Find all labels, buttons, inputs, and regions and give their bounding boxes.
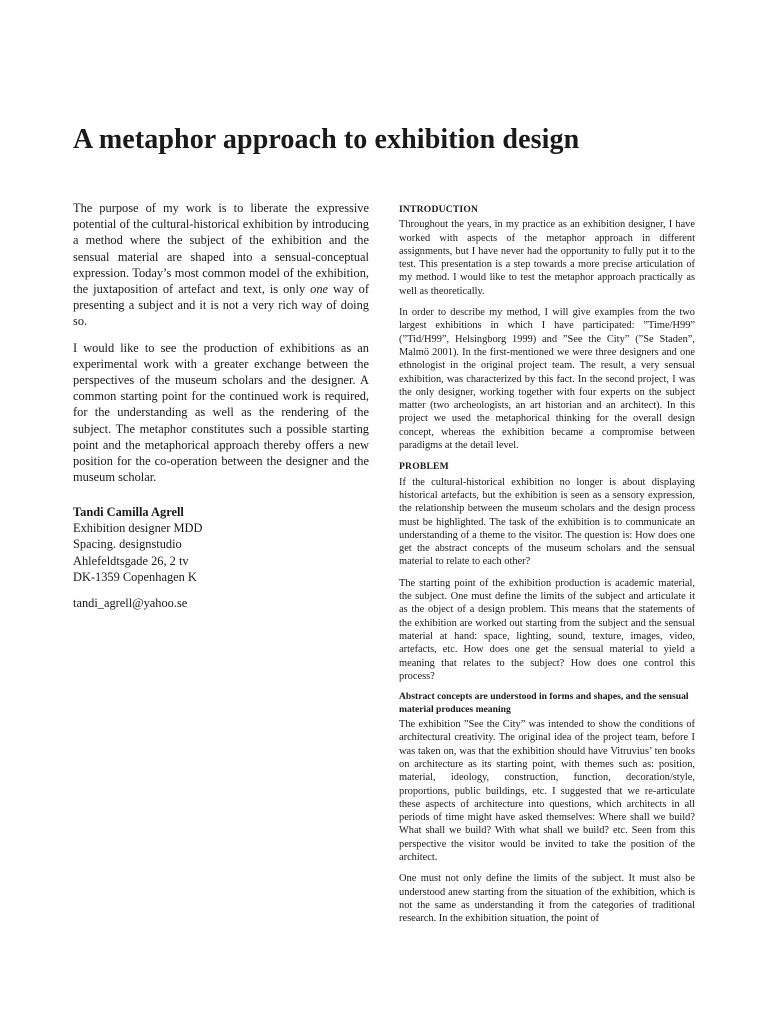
problem-paragraph-1: If the cultural-historical exhibition no longer is about displaying historical artefacts, but the exhibition is seen as a sensory expression, the relationship between the museum scholars and the design process must be highlighted. The task of the exhibition is to communicate an understanding of a theme to the visitor. The question is: How does one get the abstract concepts of the museum scholars and the sensual material to relate to each other? — [399, 476, 695, 568]
author-city: DK-1359 Copenhagen K — [73, 569, 197, 584]
abstract-text-b: way of presenting a subject and it is not a very rich way of doing so. — [73, 282, 369, 329]
page-title: A metaphor approach to exhibition design — [73, 124, 580, 155]
body-column — [399, 203, 695, 934]
author-company: Spacing. designstudio — [73, 537, 182, 552]
section-heading-problem: PROBLEM — [399, 461, 449, 473]
author-block — [73, 504, 369, 611]
author-email[interactable]: tandi_agrell@yahoo.se — [73, 596, 188, 611]
abstract-text-a: The purpose of my work is to liberate the expressive potential of the cultural-historical exhibition by introducing a method where the subject of the exhibition and the sensual material are shaped into a sensual-conceptual expression. Today’s most common model of the exhibition, the juxtaposition of artefact and text, is only — [73, 201, 369, 297]
abstract-column — [73, 200, 369, 495]
introduction-paragraph-1: Throughout the years, in my practice as an exhibition designer, I have worked with aspects of the metaphor approach in different assignments, but I have never had the opportunity to fully put it to the test. This presentation is a step towards a more precise articulation of my method. I would like to test the metaphor approach practically as well as theoretically. — [399, 219, 695, 297]
problem-paragraph-2: The starting point of the exhibition production is academic material, the subject. One must define the limits of the subject and articulate it as the object of a design problem. This means that the statements of the exhibition are worked out starting from the subject and the sensual material at hand: space, lighting, sound, texture, images, video, artefacts, etc. How does one get the sensual material to yield a meaning that relates to the subject? How does one control this process? — [399, 577, 695, 682]
subsection-heading-abstract-concepts: Abstract concepts are understood in forms and shapes, and the sensual material produces meaning — [399, 691, 689, 715]
abstract-paragraph-1 — [73, 200, 369, 330]
abstract-paragraph-2: I would like to see the production of exhibitions as an experimental work with a greater exchange between the perspectives of the museum scholars and the designer. A common starting point for the continued work is required, for the understanding as well as the rendering of the subject. The metaphor constitutes such a possible starting point and the metaphorical approach thereby offers a new position for the co-operation between the designer and the museum scholar. — [73, 340, 369, 485]
introduction-paragraph-2: In order to describe my method, I will give examples from the two largest exhibitions in which I have participated: ”Time/H99” (”Tid/H99”, Helsingborg 1999) and ”See the City” (”Se Staden”, Malmö 2001). In the first-mentioned we were three designers and one ethnologist in the original project team. The result, a very sensual exhibition, was characterized by this fact. In the second project, I was the only designer, working together with four experts on the subject matter (two archeologists, an art historian and an architect). In this project we used the metaphorical thinking for the overall design concept, whereas the exhibition became a compromise between paradigms at the detail level. — [399, 307, 695, 452]
subsection-paragraph-1: The exhibition ”See the City” was intended to show the conditions of architectural creativity. The original idea of the project team, before I was taken on, was that the exhibition should have Vitruvius’ ten books on architecture as its starting point, with themes such as: position, material, ideology, construction, function, decoration/style, proportions, public buildings, etc. I suggested that we re-articulate these aspects of architecture into questions, which architects in all periods of time might have asked themselves: Where shall we build? What shall we build? With what shall we build? etc. Seen from this perspective the visitor would be invited to take the position of the architect. — [399, 719, 695, 864]
abstract-emphasis: one — [310, 282, 329, 297]
author-role: Exhibition designer MDD — [73, 521, 203, 536]
section-heading-introduction: INTRODUCTION — [399, 204, 479, 215]
subsection-paragraph-2: One must not only define the limits of the subject. It must also be understood anew starting from the situation of the exhibition, which is not the same as understanding it from the categories of traditional research. In the exhibition situation, the point of — [399, 873, 695, 925]
author-street: Ahlefeldtsgade 26, 2 tv — [73, 553, 189, 568]
author-name: Tandi Camilla Agrell — [73, 505, 184, 519]
